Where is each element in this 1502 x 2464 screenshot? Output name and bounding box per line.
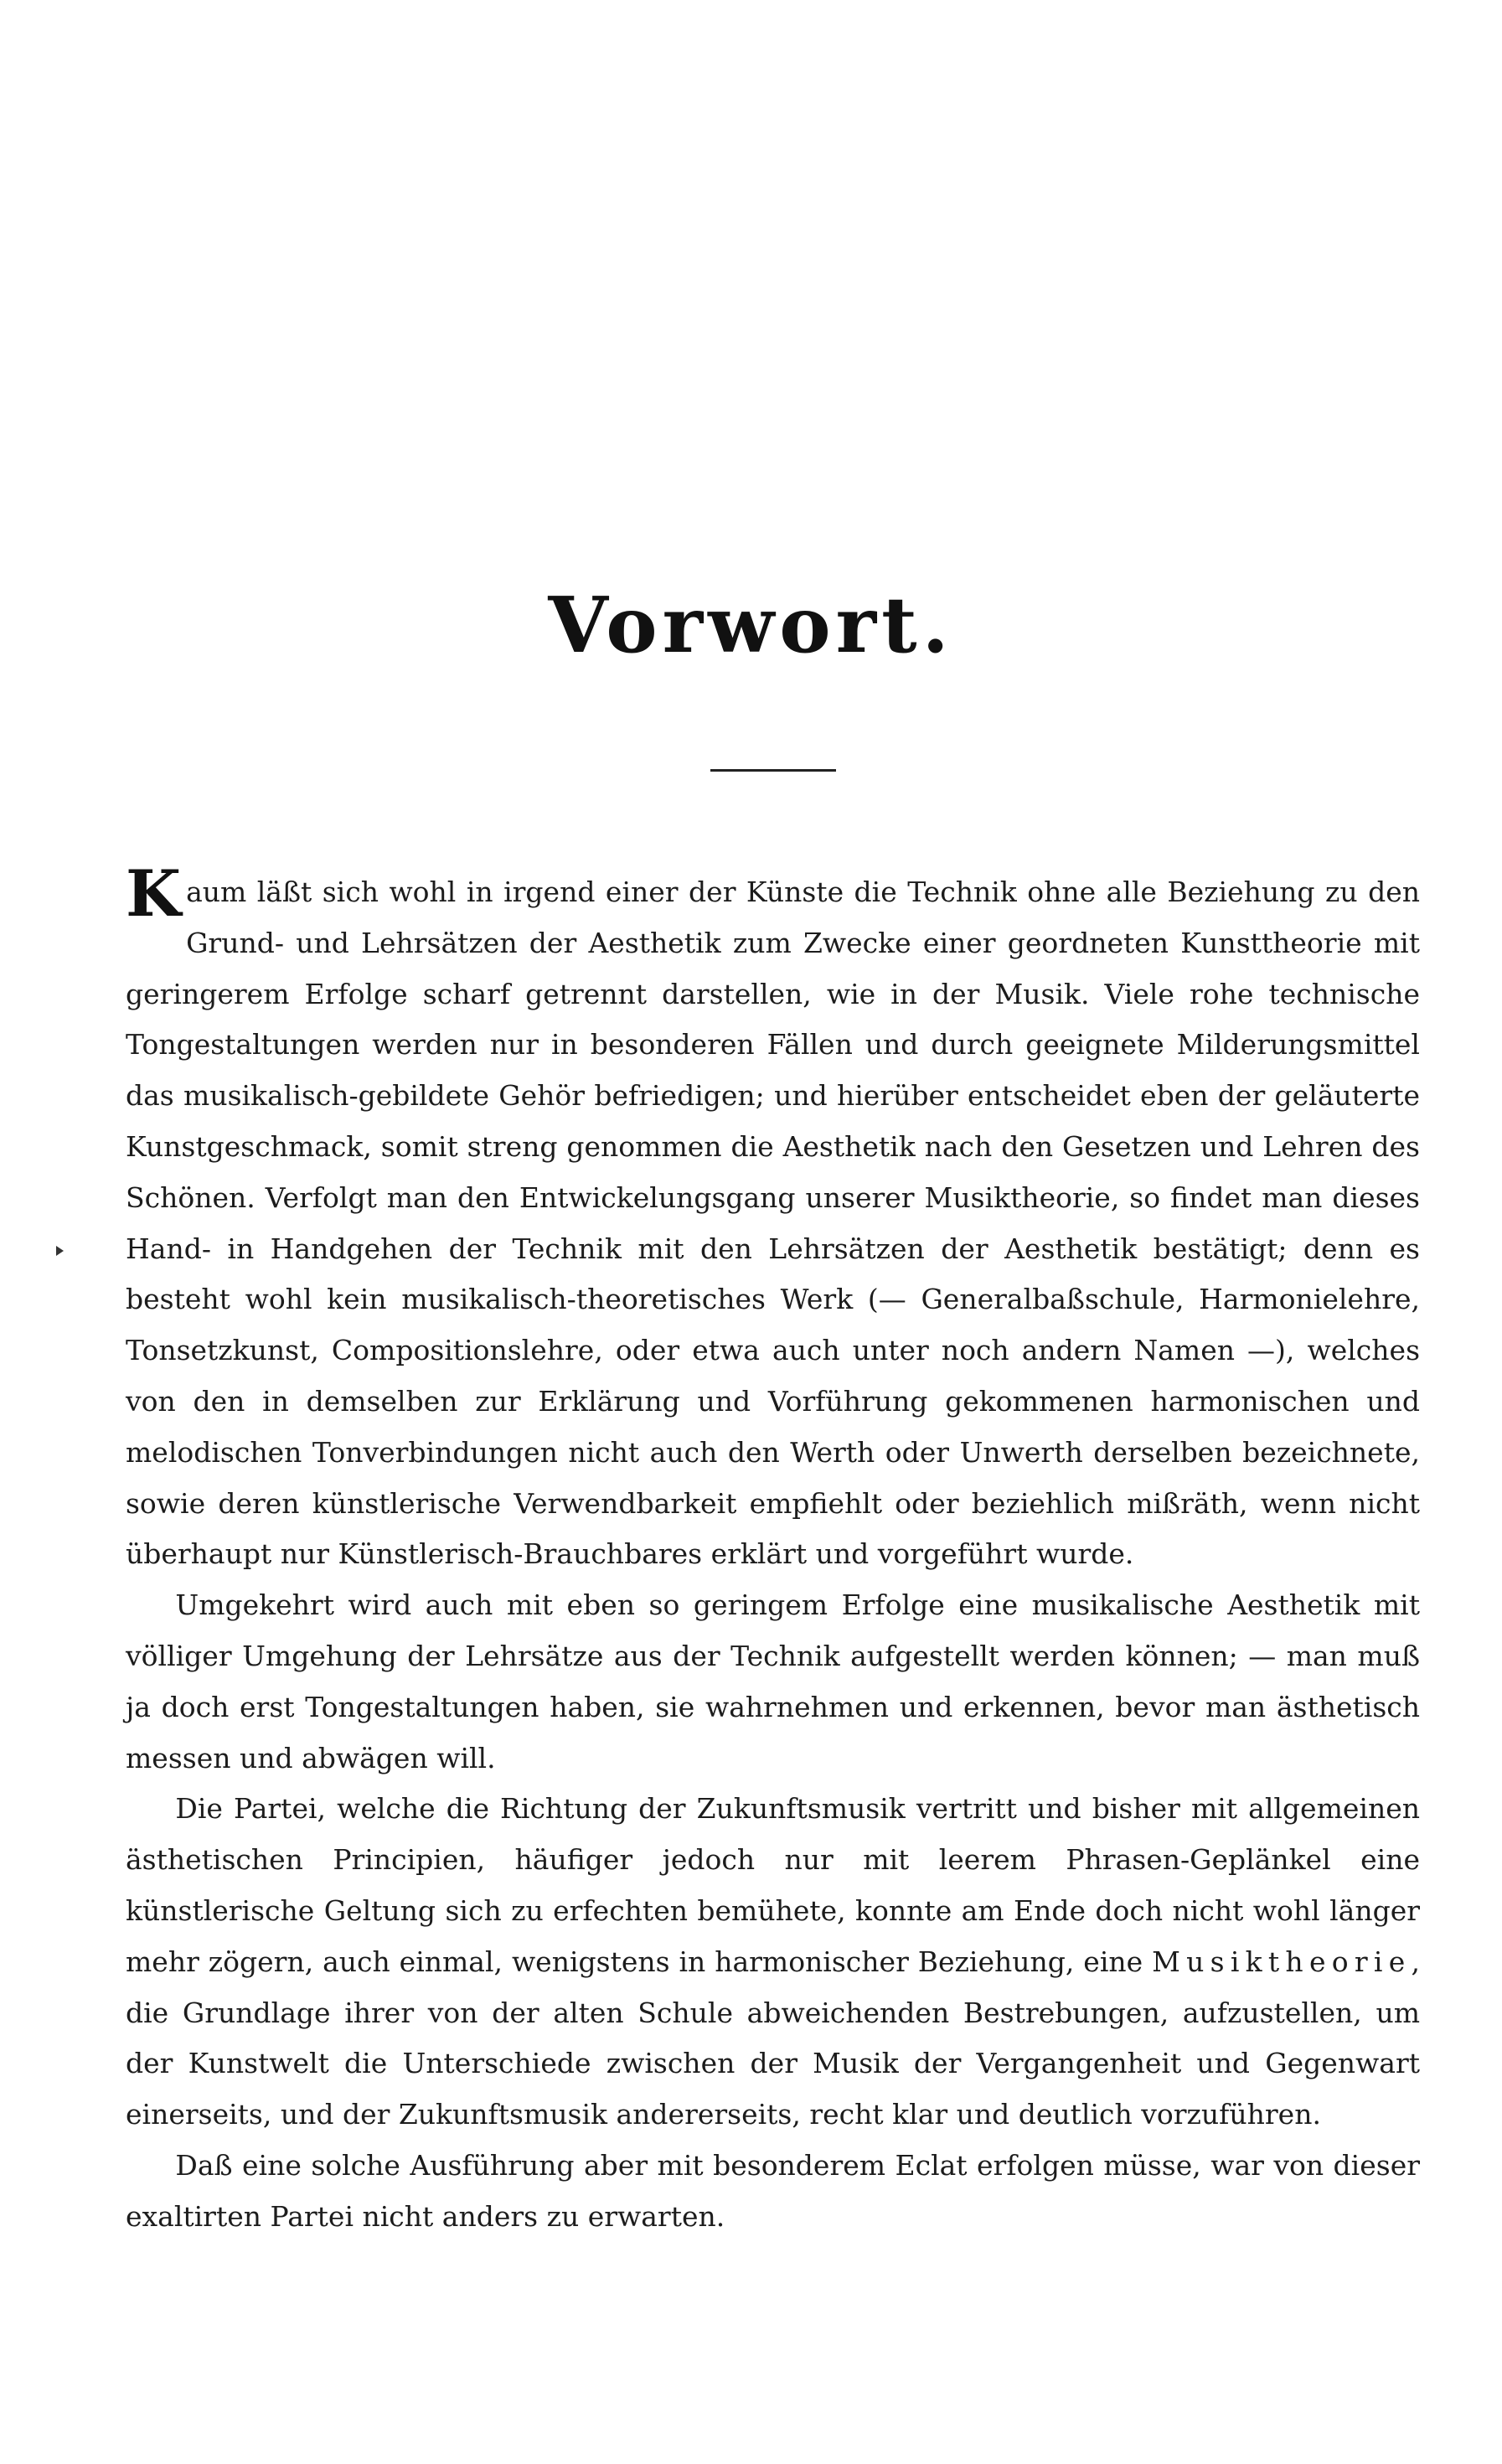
drop-cap: K xyxy=(126,856,182,931)
paragraph-1 xyxy=(126,856,1420,1580)
margin-mark xyxy=(56,1246,64,1256)
title-divider xyxy=(710,769,836,772)
paragraph-3-text-before: Die Partei, welche die Richtung der Zukunftsmusik vertritt und bisher mit allgemeinen ästhetischen Principien, häufiger jedoch nur mit leerem Phrasen-Geplänkel eine künstlerische Geltung sich zu erfechten bemühete, konnte am Ende doch nicht wohl länger mehr zögern, auch einmal, wenigstens in harmonischer Beziehung, eine xyxy=(126,1792,1420,1978)
page-title: Vorwort. xyxy=(548,580,954,670)
paragraph-1-text: aum läßt sich wohl in irgend einer der Künste die Technik ohne alle Beziehung zu den Grund- und Lehrsätzen der Aesthetik zum Zwecke einer geordneten Kunsttheorie mit geringerem Erfolge scharf getrennt darstellen, wie in der Musik. Viele rohe technische Tongestaltungen werden nur in besonderen Fällen und durch geeignete Milderungsmittel das musikalisch-gebildete Gehör befriedigen; und hierüber entscheidet eben der geläuterte Kunstgeschmack, somit streng genommen die Aesthetik nach den Gesetzen und Lehren des Schönen. Verfolgt man den Entwickelungsgang unserer Musiktheorie, so findet man dieses Hand- in Handgehen der Technik mit den Lehrsätzen der Aesthetik bestätigt; denn es besteht wohl kein musikalisch-theoretisches Werk (— Generalbaßschule, Harmonielehre, Tonsetzkunst, Compositionslehre, oder etwa auch unter noch andern Namen —), welches von den in demselben zur Erklärung und Vorführung gekommenen harmonischen und melodischen Tonverbindungen nicht auch den Werth oder Unwerth derselben bezeichnete, sowie deren künstlerische Verwendbarkeit empfiehlt oder beziehlich mißräth, wenn nicht überhaupt nur Künstlerisch-Brauchbares erklärt und vorgeführt wurde. xyxy=(126,876,1420,1571)
paragraph-2: Umgekehrt wird auch mit eben so geringem Erfolge eine musikalische Aesthetik mit völliger Umgehung der Lehrsätze aus der Technik aufgestellt werden können; — man muß ja doch erst Tongestaltungen haben, sie wahrnehmen und erkennen, bevor man ästhetisch messen und abwägen will. xyxy=(126,1588,1420,1774)
emphasized-term: Musiktheorie xyxy=(1152,1945,1412,1978)
paragraph-4: Daß eine solche Ausführung aber mit besonderem Eclat erfolgen müsse, war von dieser exaltirten Partei nicht anders zu erwarten. xyxy=(126,2148,1420,2233)
preface-body xyxy=(126,856,1420,2243)
paragraph-3-text-after: , die Grundlage ihrer von der alten Schule abweichenden Bestrebungen, aufzustellen, um der Kunstwelt die Unterschiede zwischen der Musik der Vergangenheit und Gegenwart einerseits, und der Zukunftsmusik andererseits, recht klar und deutlich vorzuführen. xyxy=(126,1945,1420,2131)
paragraph-3 xyxy=(126,1784,1420,2141)
